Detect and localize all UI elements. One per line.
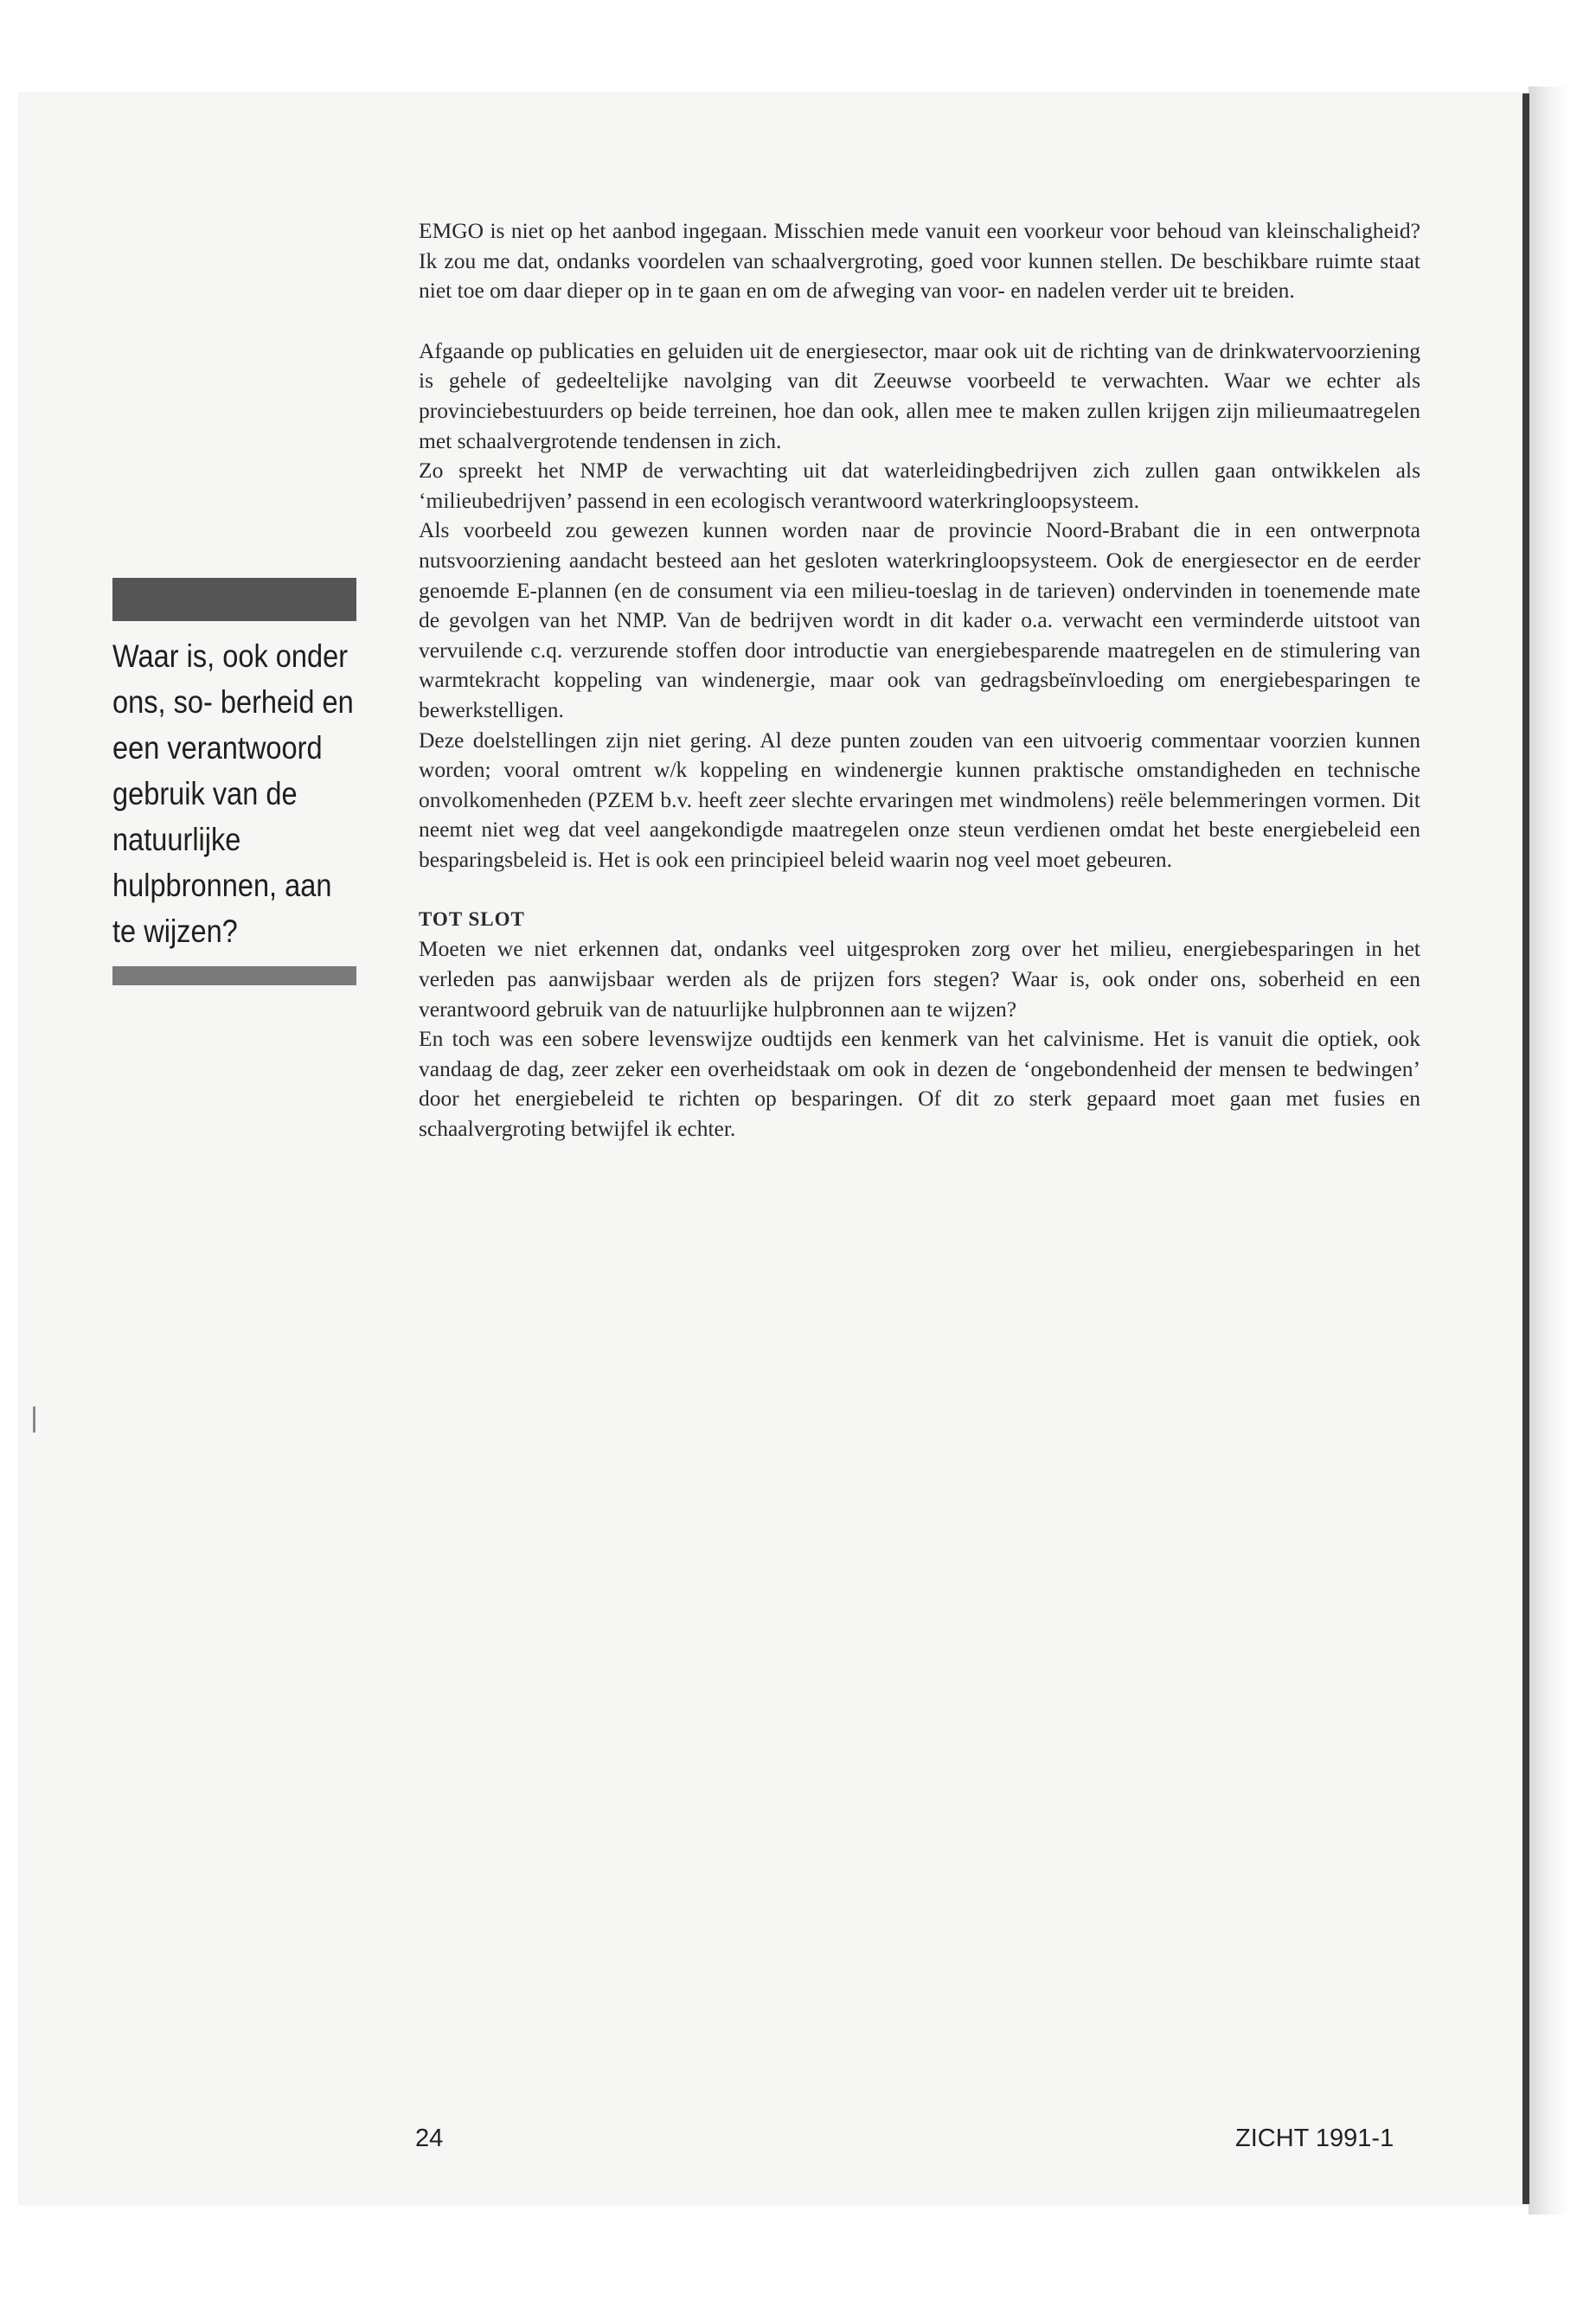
paragraph-3: Zo spreekt het NMP de verwachting uit dat waterleidingbedrijven zich zullen gaan ontwikkelen als ‘milieubedrijven’ passend in een ecologisch verantwoord waterkringloopsysteem. [419,458,1420,513]
article-column [419,216,1420,1144]
page-number: 24 [415,2125,444,2152]
section-heading: TOT SLOT [419,908,525,931]
paragraph-6: Moeten we niet erkennen dat, ondanks veel uitgesproken zorg over het milieu, energiebesparingen in het verleden pas aanwijsbaar werden als de prijzen fors stegen? Waar is, ook onder ons, soberheid en een verantwoord gebruik van de natuurlijke hulpbronnen aan te wijzen? [419,936,1420,1022]
pull-quote [112,578,356,985]
book-binding [1529,87,1596,2214]
pull-quote-top-bar [112,578,356,621]
pull-quote-bottom-bar [112,966,356,985]
page-edge [1522,93,1529,2204]
paragraph-2: Afgaande op publicaties en geluiden uit de energiesector, maar ook uit de richting van de drinkwatervoorziening is gehele of gedeeltelijke navolging van dit Zeeuwse voorbeeld te verwachten. Waar we echter als provinciebestuurders op beide terreinen, hoe dan ook, allen mee te maken zullen krijgen zijn milieumaatregelen met schaalvergrotende tendensen in zich. [419,337,1420,453]
paragraph-7: En toch was een sobere levenswijze oudtijds een kenmerk van het calvinisme. Het is vanuit die optiek, ook vandaag de dag, zeer zeker een overheidstaak om ook in dezen de ‘ongebondenheid der mensen te bedwingen’ door het energiebeleid te richten op besparingen. Of dit zo sterk gepaard moet gaan met fusies en schaalvergroting betwijfel ik echter. [419,1026,1420,1142]
paragraph-5: Deze doelstellingen zijn niet gering. Al deze punten zouden van een uitvoerig commentaar voorzien kunnen worden; vooral omtrent w/k koppeling en windenergie kunnen praktische omstandigheden en technische onvolkomenheden (PZEM b.v. heeft zeer slechte ervaringen met windmolens) reële belemmeringen vormen. Dit neemt niet weg dat veel aangekondigde maatregelen onze steun verdienen omdat het beste energiebeleid een besparingsbeleid is. Het is ook een principieel beleid waarin nog veel moet gebeuren. [419,727,1420,872]
pull-quote-text: Waar is, ook onder ons, so- berheid en een verantwoord gebruik van de natuurlijke hulpbronnen, aan te wijzen? [112,638,354,949]
margin-mark [33,1407,35,1433]
publication-label: ZICHT 1991-1 [1235,2125,1394,2152]
paragraph-4: Als voorbeeld zou gewezen kunnen worden naar de provincie Noord-Brabant die in een ontwerpnota nutsvoorziening aandacht besteed aan het gesloten waterkringloopsysteem. Ook de energiesector en de eerder genoemde E-plannen (en de consument via een milieu-toeslag in de tarieven) ondervinden in toenemende mate de gevolgen van het NMP. Van de bedrijven wordt in dit kader o.a. verwacht een verminderde uitstoot van vervuilende c.q. verzurende stoffen door introductie van energiebesparende maatregelen en de stimulering van warmtekracht koppeling van windenergie, maar ook van gedragsbeïnvloeding om energiebesparingen te bewerkstelligen. [419,517,1420,722]
paragraph-1: EMGO is niet op het aanbod ingegaan. Misschien mede vanuit een voorkeur voor behoud van kleinschaligheid? Ik zou me dat, ondanks voordelen van schaalvergroting, goed voor kunnen stellen. De beschikbare ruimte staat niet toe om daar dieper op in te gaan en om de afweging van voor- en nadelen verder uit te breiden. [419,218,1420,304]
